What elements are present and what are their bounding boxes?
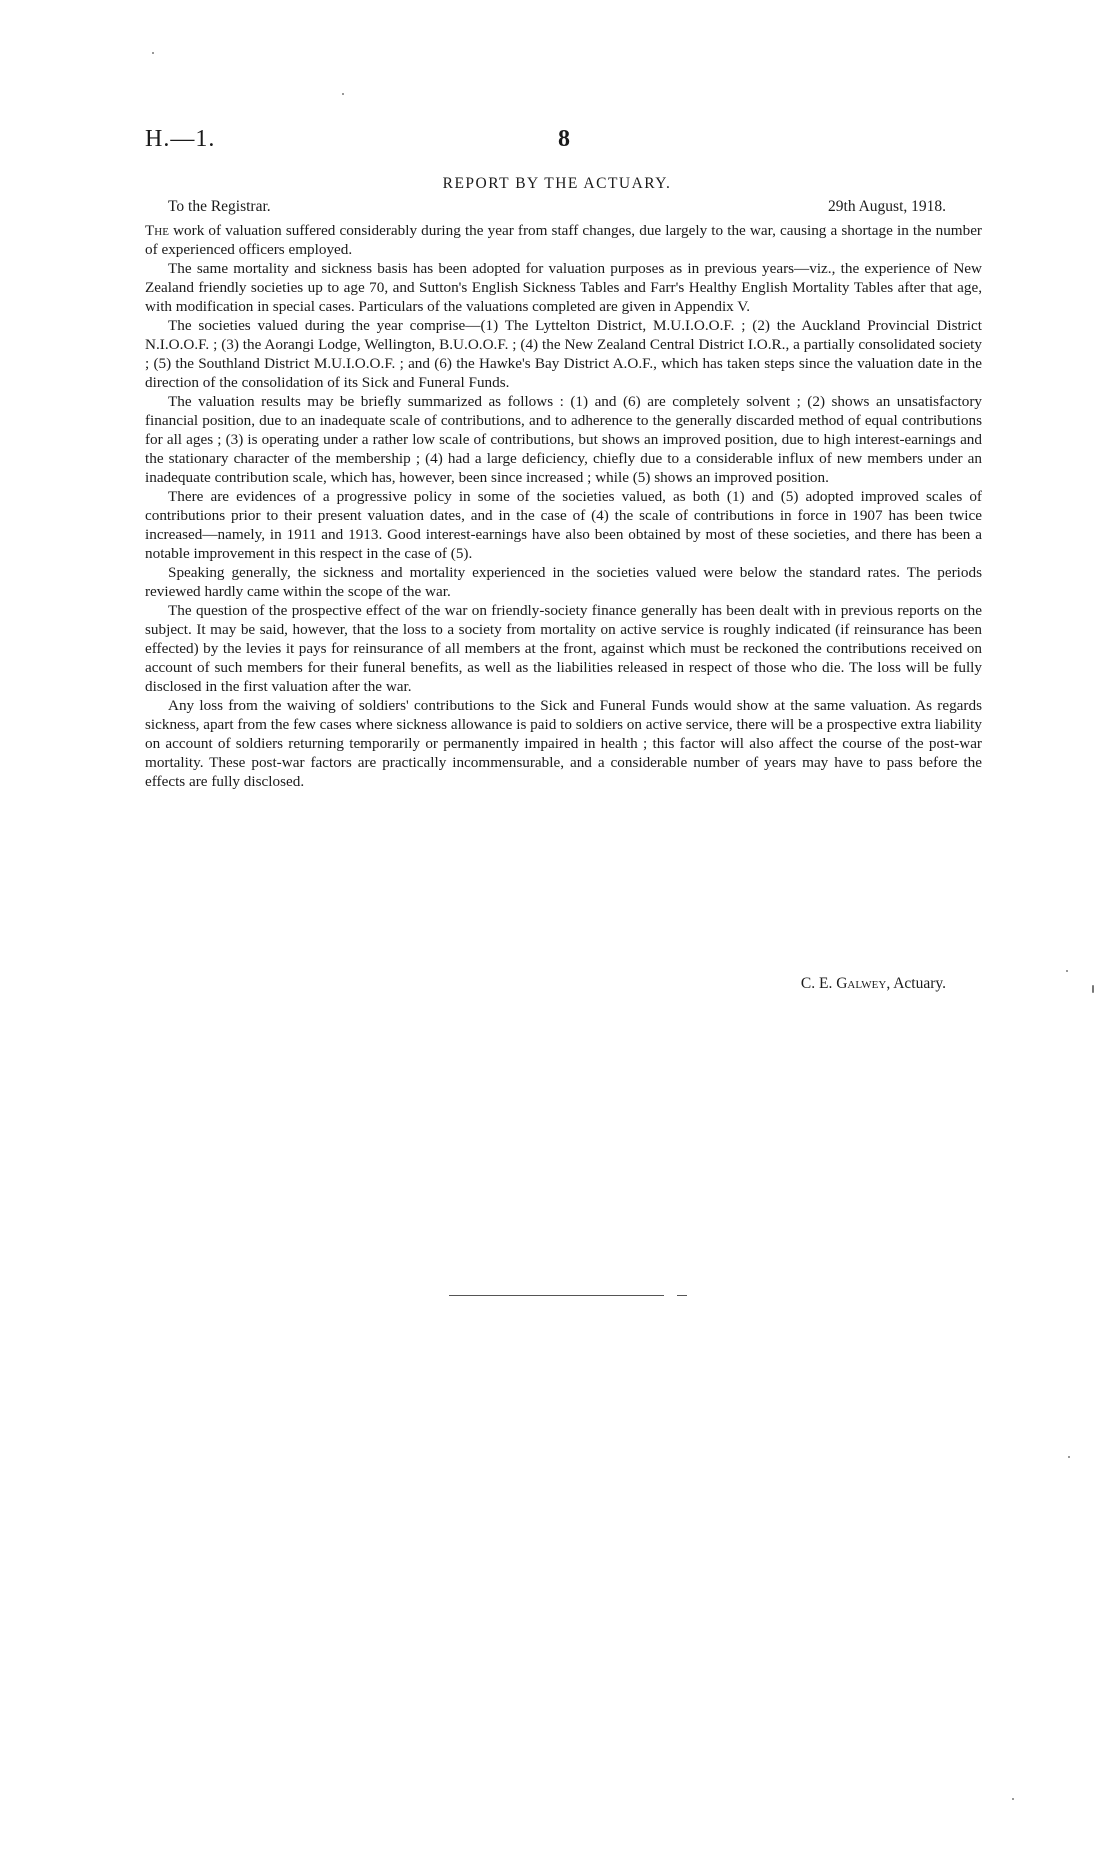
scan-speck — [342, 93, 344, 95]
addressee: To the Registrar. — [168, 198, 271, 215]
report-title: REPORT BY THE ACTUARY. — [442, 175, 672, 192]
document-reference: H.—1. — [145, 126, 216, 152]
paragraph: The same mortality and sickness basis has been adopted for valuation purposes as in previous years—viz., the experience of New Zealand friendly societies up to age 70, and Sutton's English Sickness Tables and Farr's Healthy English Mortality Tables after that age, with modification in special cases. Particulars of the valuations completed are given in Appendix V. — [145, 260, 982, 315]
scan-speck — [1066, 970, 1068, 972]
scan-speck — [1012, 1798, 1014, 1800]
paragraph: The question of the prospective effect of the war on friendly-society finance generally has been dealt with in previous reports on the subject. It may be said, however, that the loss to a society from mortality on active service is roughly indicated (if reinsurance has been effected) by the levies it pays for reinsurance of all members at the front, against which must be reckoned the contributions received on account of such members for their funeral benefits, as well as the liabilities released in respect of those who die. The loss will be fully disclosed in the first valuation after the war. — [145, 602, 982, 695]
signatory-name: C. E. Galwey — [800, 975, 887, 992]
signature — [801, 975, 946, 993]
paragraph: The societies valued during the year comprise—(1) The Lyttelton District, M.U.I.O.O.F. ; (2) the Auckland Provincial District N.I.O.O.F. ; (3) the Aorangi Lodge, Wellington, B.U.O.O.F. ; (4) the New Zealand Central District I.O.R., a partially consolidated society ; (5) the Southland District M.U.I.O.O.F. ; and (6) the Hawke's Bay District A.O.F., which has taken steps since the valuation date in the direction of the consolidation of its Sick and Funeral Funds. — [145, 317, 982, 391]
scan-speck — [1092, 985, 1094, 993]
paragraph: The valuation results may be briefly summarized as follows : (1) and (6) are completely solvent ; (2) shows an unsatisfactory financial position, due to an inadequate scale of contributions, and to adherence to the generally discarded method of equal contributions for all ages ; (3) is operating under a rather low scale of contributions, but shows an improved position, due to high interest-earnings and the stationary character of the membership ; (4) had a large deficiency, chiefly due to a considerable influx of new members under an inadequate contribution scale, which has, however, been since increased ; while (5) shows an improved position. — [145, 393, 982, 486]
report-body — [145, 221, 982, 791]
closing-rule-end — [677, 1295, 687, 1296]
page-number: 8 — [558, 126, 570, 152]
paragraph: There are evidences of a progressive policy in some of the societies valued, as both (1) and (5) adopted improved scales of contributions prior to their present valuation dates, and in the case of (4) the scale of contributions in force in 1907 has been twice increased—namely, in 1911 and 1913. Good interest-earnings have also been obtained by most of these societies, and there has been a notable improvement in this respect in the case of (5). — [145, 488, 982, 562]
paragraph-lead-word: The — [145, 222, 169, 239]
signatory-title: , Actuary. — [886, 975, 946, 992]
paragraph-text: work of valuation suffered considerably during the year from staff changes, due largely to the war, causing a shortage in the number of experienced officers employed. — [145, 222, 982, 258]
closing-rule — [449, 1295, 664, 1296]
paragraph: Any loss from the waiving of soldiers' contributions to the Sick and Funeral Funds would show at the same valuation. As regards sickness, apart from the few cases where sickness allowance is paid to soldiers on active service, there will be a prospective extra liability on account of soldiers returning temporarily or permanently impaired in health ; this factor will also affect the course of the post-war mortality. These post-war factors are practically incommensurable, and a considerable number of years may have to pass before the effects are fully disclosed. — [145, 697, 982, 790]
scan-speck — [152, 52, 154, 54]
paragraph: Speaking generally, the sickness and mortality experienced in the societies valued were below the standard rates. The periods reviewed hardly came within the scope of the war. — [145, 564, 982, 600]
report-date: 29th August, 1918. — [828, 198, 946, 215]
scan-speck — [1068, 1456, 1070, 1458]
paragraph — [145, 221, 982, 259]
